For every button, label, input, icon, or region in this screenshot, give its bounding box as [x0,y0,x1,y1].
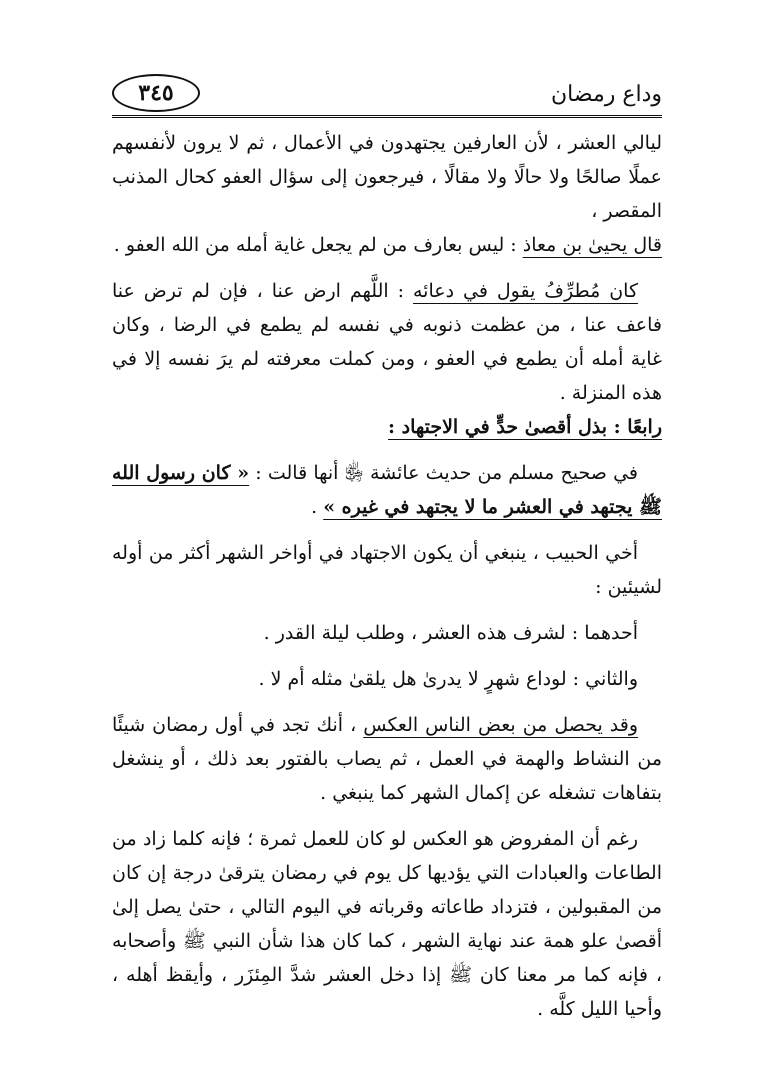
quoted-speaker: كان مُطرِّفُ يقول في دعائه [412,280,638,302]
paragraph [112,616,662,650]
paragraph [112,536,662,604]
paragraph [112,456,662,524]
page-header [112,60,662,118]
paragraph-text: ، أنك تجد في أول رمضان شيئًا من النشاط والهمة في العمل ، ثم يصاب بالفتور بعد ذلك ، أو ينشغل بتفاهات تشغله عن إكمال الشهر كما ينبغي . [112,714,662,804]
paragraph [112,228,662,262]
paragraph-text: أحدهما : لشرف هذه العشر ، وطلب ليلة القدر . [263,622,638,644]
hadith-quote: « كان رسول الله ﷺ يجتهد في العشر ما لا يجتهد في غيره » [112,462,662,518]
paragraph [112,662,662,696]
paragraph [112,822,662,1026]
paragraph [112,274,662,410]
paragraph-text: ليالي العشر ، لأن العارفين يجتهدون في الأعمال ، ثم لا يرون لأنفسهم عملًا صالحًا ولا حالًا ولا مقالًا ، فيرجعون إلى سؤال العفو كحال المذنب المقصر ، [112,132,662,222]
paragraph-text: : ليس بعارف من لم يجعل غاية أمله من الله العفو . [113,234,517,256]
running-title: وداع رمضان [551,82,662,107]
paragraph-tail: . [311,496,318,518]
paragraph-text: : اللَّهم ارض عنا ، فإن لم ترض عنا فاعف عنا ، من عظمت ذنوبه في نفسه لم يطمع في الرضا ، وكان غاية أمله أن يطمع في العفو ، ومن كملت معرفته لم يرَ نفسه إلا في هذه المنزلة . [112,280,662,404]
page-number: ٣٤٥ [112,74,200,112]
section-heading-line [112,410,662,444]
paragraph-text: والثاني : لوداع شهرٍ لا يدرىٰ هل يلقىٰ مثله أم لا . [258,668,638,690]
page-body [112,126,662,1026]
header-rule [112,115,662,118]
quoted-speaker: قال يحيىٰ بن معاذ [522,234,662,256]
paragraph [112,126,662,228]
paragraph [112,708,662,810]
paragraph-text: في صحيح مسلم من حديث عائشة ﵂ أنها قالت : [255,462,638,484]
underlined-phrase: وقد يحصل من بعض الناس العكس [363,714,639,736]
section-heading: رابعًا : بذل أقصىٰ حدٍّ في الاجتهاد : [387,416,662,438]
paragraph-text: أخي الحبيب ، ينبغي أن يكون الاجتهاد في أواخر الشهر أكثر من أوله لشيئين : [112,542,662,598]
paragraph-text: رغم أن المفروض هو العكس لو كان للعمل ثمرة ؛ فإنه كلما زاد من الطاعات والعبادات التي يؤديها كل يوم في رمضان يترقىٰ درجة إن كان من المقبولين ، فتزداد طاعاته وقرباته في اليوم التالي ، حتىٰ يصل إلىٰ أقصىٰ علو همة عند نهاية الشهر ، كما كان هذا شأن النبي ﷺ وأصحابه ، فإنه كما مر معنا كان ﷺ إذا دخل العشر شدَّ المِئزَر ، وأيقظ أهله ، وأحيا الليل كلَّه . [112,828,662,1020]
